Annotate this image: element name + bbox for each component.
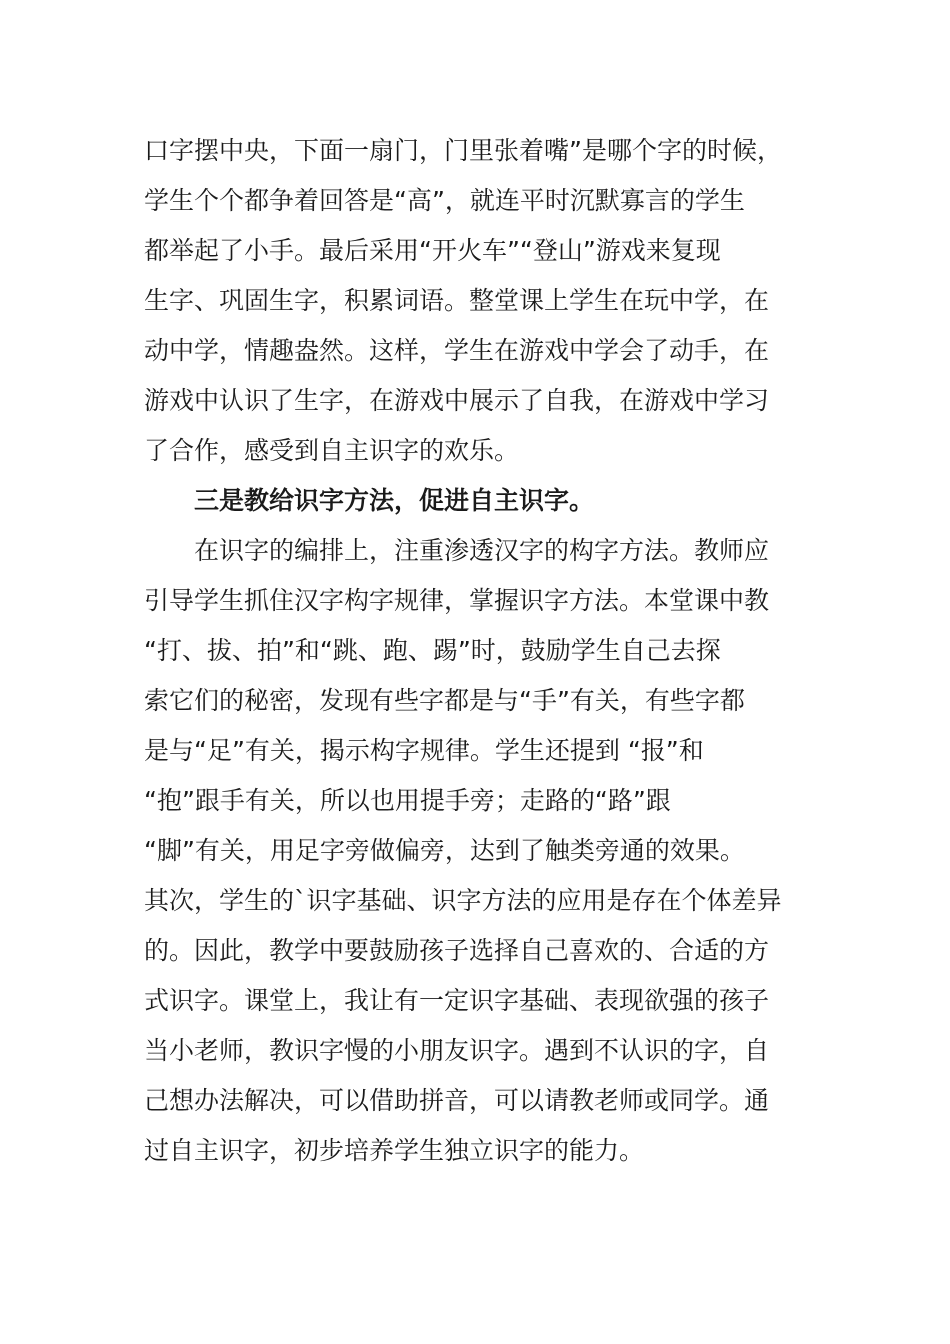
paragraph-line: 学生个个都争着回答是“高”，就连平时沉默寡言的学生 <box>144 186 745 215</box>
paragraph-line: 在识字的编排上，注重渗透汉字的构字方法。教师应 <box>194 536 770 565</box>
paragraph-line: 游戏中认识了生字，在游戏中展示了自我，在游戏中学习 <box>144 386 770 415</box>
paragraph-line: 其次，学生的`识字基础、识字方法的应用是存在个体差异 <box>144 886 782 915</box>
paragraph-line: “脚”有关，用足字旁做偏旁，达到了触类旁通的效果。 <box>144 836 745 865</box>
paragraph-line: “抱”跟手有关，所以也用提手旁；走路的“路”跟 <box>144 786 671 815</box>
document-body <box>144 126 794 1176</box>
paragraph-line: 过自主识字，初步培养学生独立识字的能力。 <box>144 1136 645 1165</box>
section-heading: 三是教给识字方法，促进自主识字。 <box>194 486 595 515</box>
paragraph-line: 式识字。课堂上，我让有一定识字基础、表现欲强的孩子 <box>144 986 770 1015</box>
paragraph-line: “打、拔、拍”和“跳、跑、踢”时，鼓励学生自己去探 <box>144 636 721 665</box>
paragraph-line: 引导学生抓住汉字构字规律，掌握识字方法。本堂课中教 <box>144 586 770 615</box>
paragraph-line: 了合作，感受到自主识字的欢乐。 <box>144 436 520 465</box>
paragraph-line: 都举起了小手。最后采用“开火车”“登山”游戏来复现 <box>144 236 721 265</box>
paragraph-line: 是与“足”有关，揭示构字规律。学生还提到 “报”和 <box>144 736 704 765</box>
paragraph-line: 的。因此，教学中要鼓励孩子选择自己喜欢的、合适的方 <box>144 936 770 965</box>
paragraph-line: 动中学，情趣盎然。这样，学生在游戏中学会了动手，在 <box>144 336 770 365</box>
paragraph-line: 口字摆中央，下面一扇门，门里张着嘴”是哪个字的时候， <box>144 136 782 165</box>
paragraph-line: 己想办法解决，可以借助拼音，可以请教老师或同学。通 <box>144 1086 770 1115</box>
paragraph-line: 索它们的秘密，发现有些字都是与“手”有关，有些字都 <box>144 686 745 715</box>
paragraph-line: 生字、巩固生字，积累词语。整堂课上学生在玩中学，在 <box>144 286 770 315</box>
paragraph-line: 当小老师，教识字慢的小朋友识字。遇到不认识的字，自 <box>144 1036 770 1065</box>
